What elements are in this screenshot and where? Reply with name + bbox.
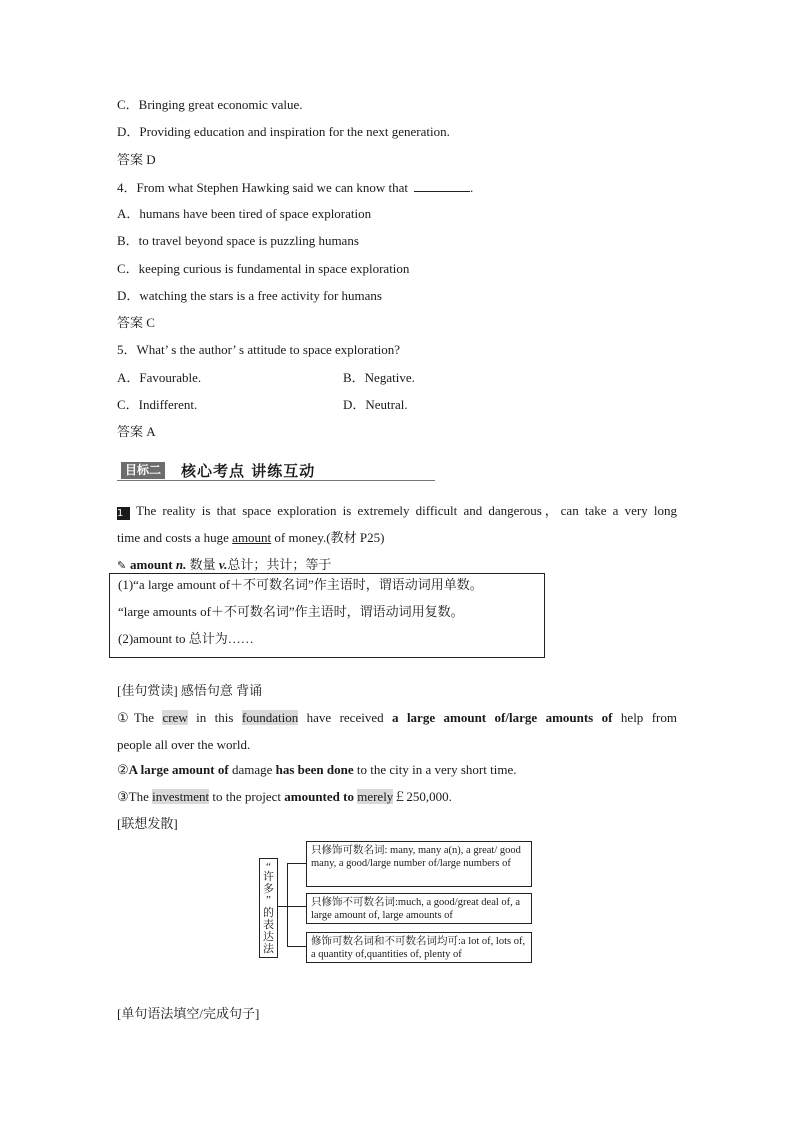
s2-bold2: has been done [275, 762, 354, 777]
vocab-pos-v: v. [218, 557, 228, 572]
section-tag: 目标二 [121, 462, 165, 479]
s3-d: ￡250,000. [393, 789, 452, 804]
q4-stem [117, 179, 473, 196]
diagram-box-uncountable: 只修饰不可数名词:much, a good/great deal of, a large amount of, large amounts of [306, 893, 532, 924]
main-char-6: 达 [263, 931, 274, 943]
s1-bold: a large amount of/large amounts of [392, 710, 613, 725]
main-char-1: 许 [263, 871, 274, 883]
exercise-heading: [单句语法填空/完成句子] [117, 1006, 260, 1021]
sentence-1-line1 [117, 710, 677, 726]
s2-a: ② [117, 762, 129, 777]
pen-icon: ✎ [117, 560, 127, 572]
s2-b: damage [228, 762, 276, 777]
q4-stem-end: . [470, 180, 474, 195]
q5-option-a: A．Favourable. [117, 370, 202, 385]
diagram-box-both: 修饰可数名词和不可数名词均可:a lot of, lots of, a quantity of,quantities of, plenty of [306, 932, 532, 963]
main-char-0: “ [266, 861, 271, 873]
point1-line2 [117, 530, 384, 546]
vocab-pos-n: n. [175, 557, 187, 572]
point1-keyword: amount [232, 530, 272, 545]
sentence-2 [117, 762, 516, 778]
s1-c: have received [298, 710, 393, 725]
appreciation-heading: [佳句赏读] 感悟句意 背诵 [117, 683, 263, 698]
q5-option-c: C．Indifferent. [117, 397, 198, 412]
s3-highlight-investment: investment [152, 789, 210, 804]
q5-answer: 答案 A [117, 424, 156, 439]
diagram-branch-3 [287, 946, 306, 947]
q4-answer: 答案 C [117, 315, 155, 330]
note-line-3: (2)amount to 总计为…… [118, 631, 254, 646]
s2-c: to the city in a very short time. [353, 762, 517, 777]
main-char-3: ” [266, 894, 271, 906]
q4-option-a: A．humans have been tired of space exploration [117, 206, 372, 221]
q5-stem: 5．What’ s the author’ s attitude to space exploration? [117, 342, 401, 357]
answer-blank [414, 179, 470, 192]
q3-option-d: D．Providing education and inspiration for the next generation. [117, 124, 450, 139]
s1-d: help from [612, 710, 677, 725]
q4-stem-text: 4．From what Stephen Hawking said we can know that [117, 180, 409, 195]
main-char-7: 法 [263, 943, 274, 955]
s1-a: ①The [117, 710, 163, 725]
sentence-3 [117, 789, 452, 805]
note-line-2: “large amounts of＋不可数名词”作主语时，谓语动词用复数。 [118, 604, 464, 619]
sentence-1-line2: people all over the world. [117, 737, 251, 752]
q3-option-c: C．Bringing great economic value. [117, 97, 303, 112]
point-number-badge: 1 [117, 507, 130, 520]
q4-option-c: C．keeping curious is fundamental in space exploration [117, 261, 410, 276]
s1-highlight-crew: crew [162, 710, 188, 725]
main-char-5: 表 [263, 919, 274, 931]
point1-line2-a: time and costs a huge [117, 530, 233, 545]
main-char-4: 的 [263, 907, 274, 919]
diagram-branch-1 [287, 863, 306, 864]
diagram-main-box [259, 858, 278, 958]
vocab-line [117, 557, 331, 574]
s3-bold: amounted to [284, 789, 354, 804]
s1-highlight-foundation: foundation [241, 710, 299, 725]
vocab-meaning-n: 数量 [186, 557, 219, 572]
point1-line2-b: of money.(教材 P25) [271, 530, 385, 545]
section-header [117, 459, 435, 481]
s3-b: to the project [209, 789, 285, 804]
q5-option-d: D．Neutral. [343, 397, 408, 412]
q4-option-d: D．watching the stars is a free activity for humans [117, 288, 382, 303]
diagram-box-countable: 只修饰可数名词: many, many a(n), a great/ good many, a good/large number of/large numbers of [306, 841, 532, 887]
vocab-meaning-v: 总计；共计；等于 [227, 557, 332, 572]
s3-highlight-merely: merely [357, 789, 394, 804]
s2-bold1: A large amount of [128, 762, 229, 777]
q5-option-b: B．Negative. [343, 370, 415, 385]
main-char-2: 多 [263, 883, 274, 895]
diagram-connector-v [287, 863, 288, 947]
q4-option-b: B．to travel beyond space is puzzling humans [117, 233, 359, 248]
usage-notes-box [109, 573, 545, 658]
vocab-word: amount [130, 557, 173, 572]
association-heading: [联想发散] [117, 816, 178, 831]
diagram-branch-2 [287, 906, 306, 907]
diagram-connector-h [277, 906, 287, 907]
s1-b: in this [187, 710, 242, 725]
s3-a: ③The [117, 789, 153, 804]
note-line-1: (1)“a large amount of＋不可数名词”作主语时，谓语动词用单数。 [118, 577, 483, 592]
section-title: 核心考点 讲练互动 [181, 462, 316, 480]
point1-line1 [117, 503, 677, 520]
q3-answer: 答案 D [117, 152, 156, 167]
point1-line1-text: The reality is that space exploration is extremely difficult and dangerous，can take a very long [136, 503, 677, 518]
